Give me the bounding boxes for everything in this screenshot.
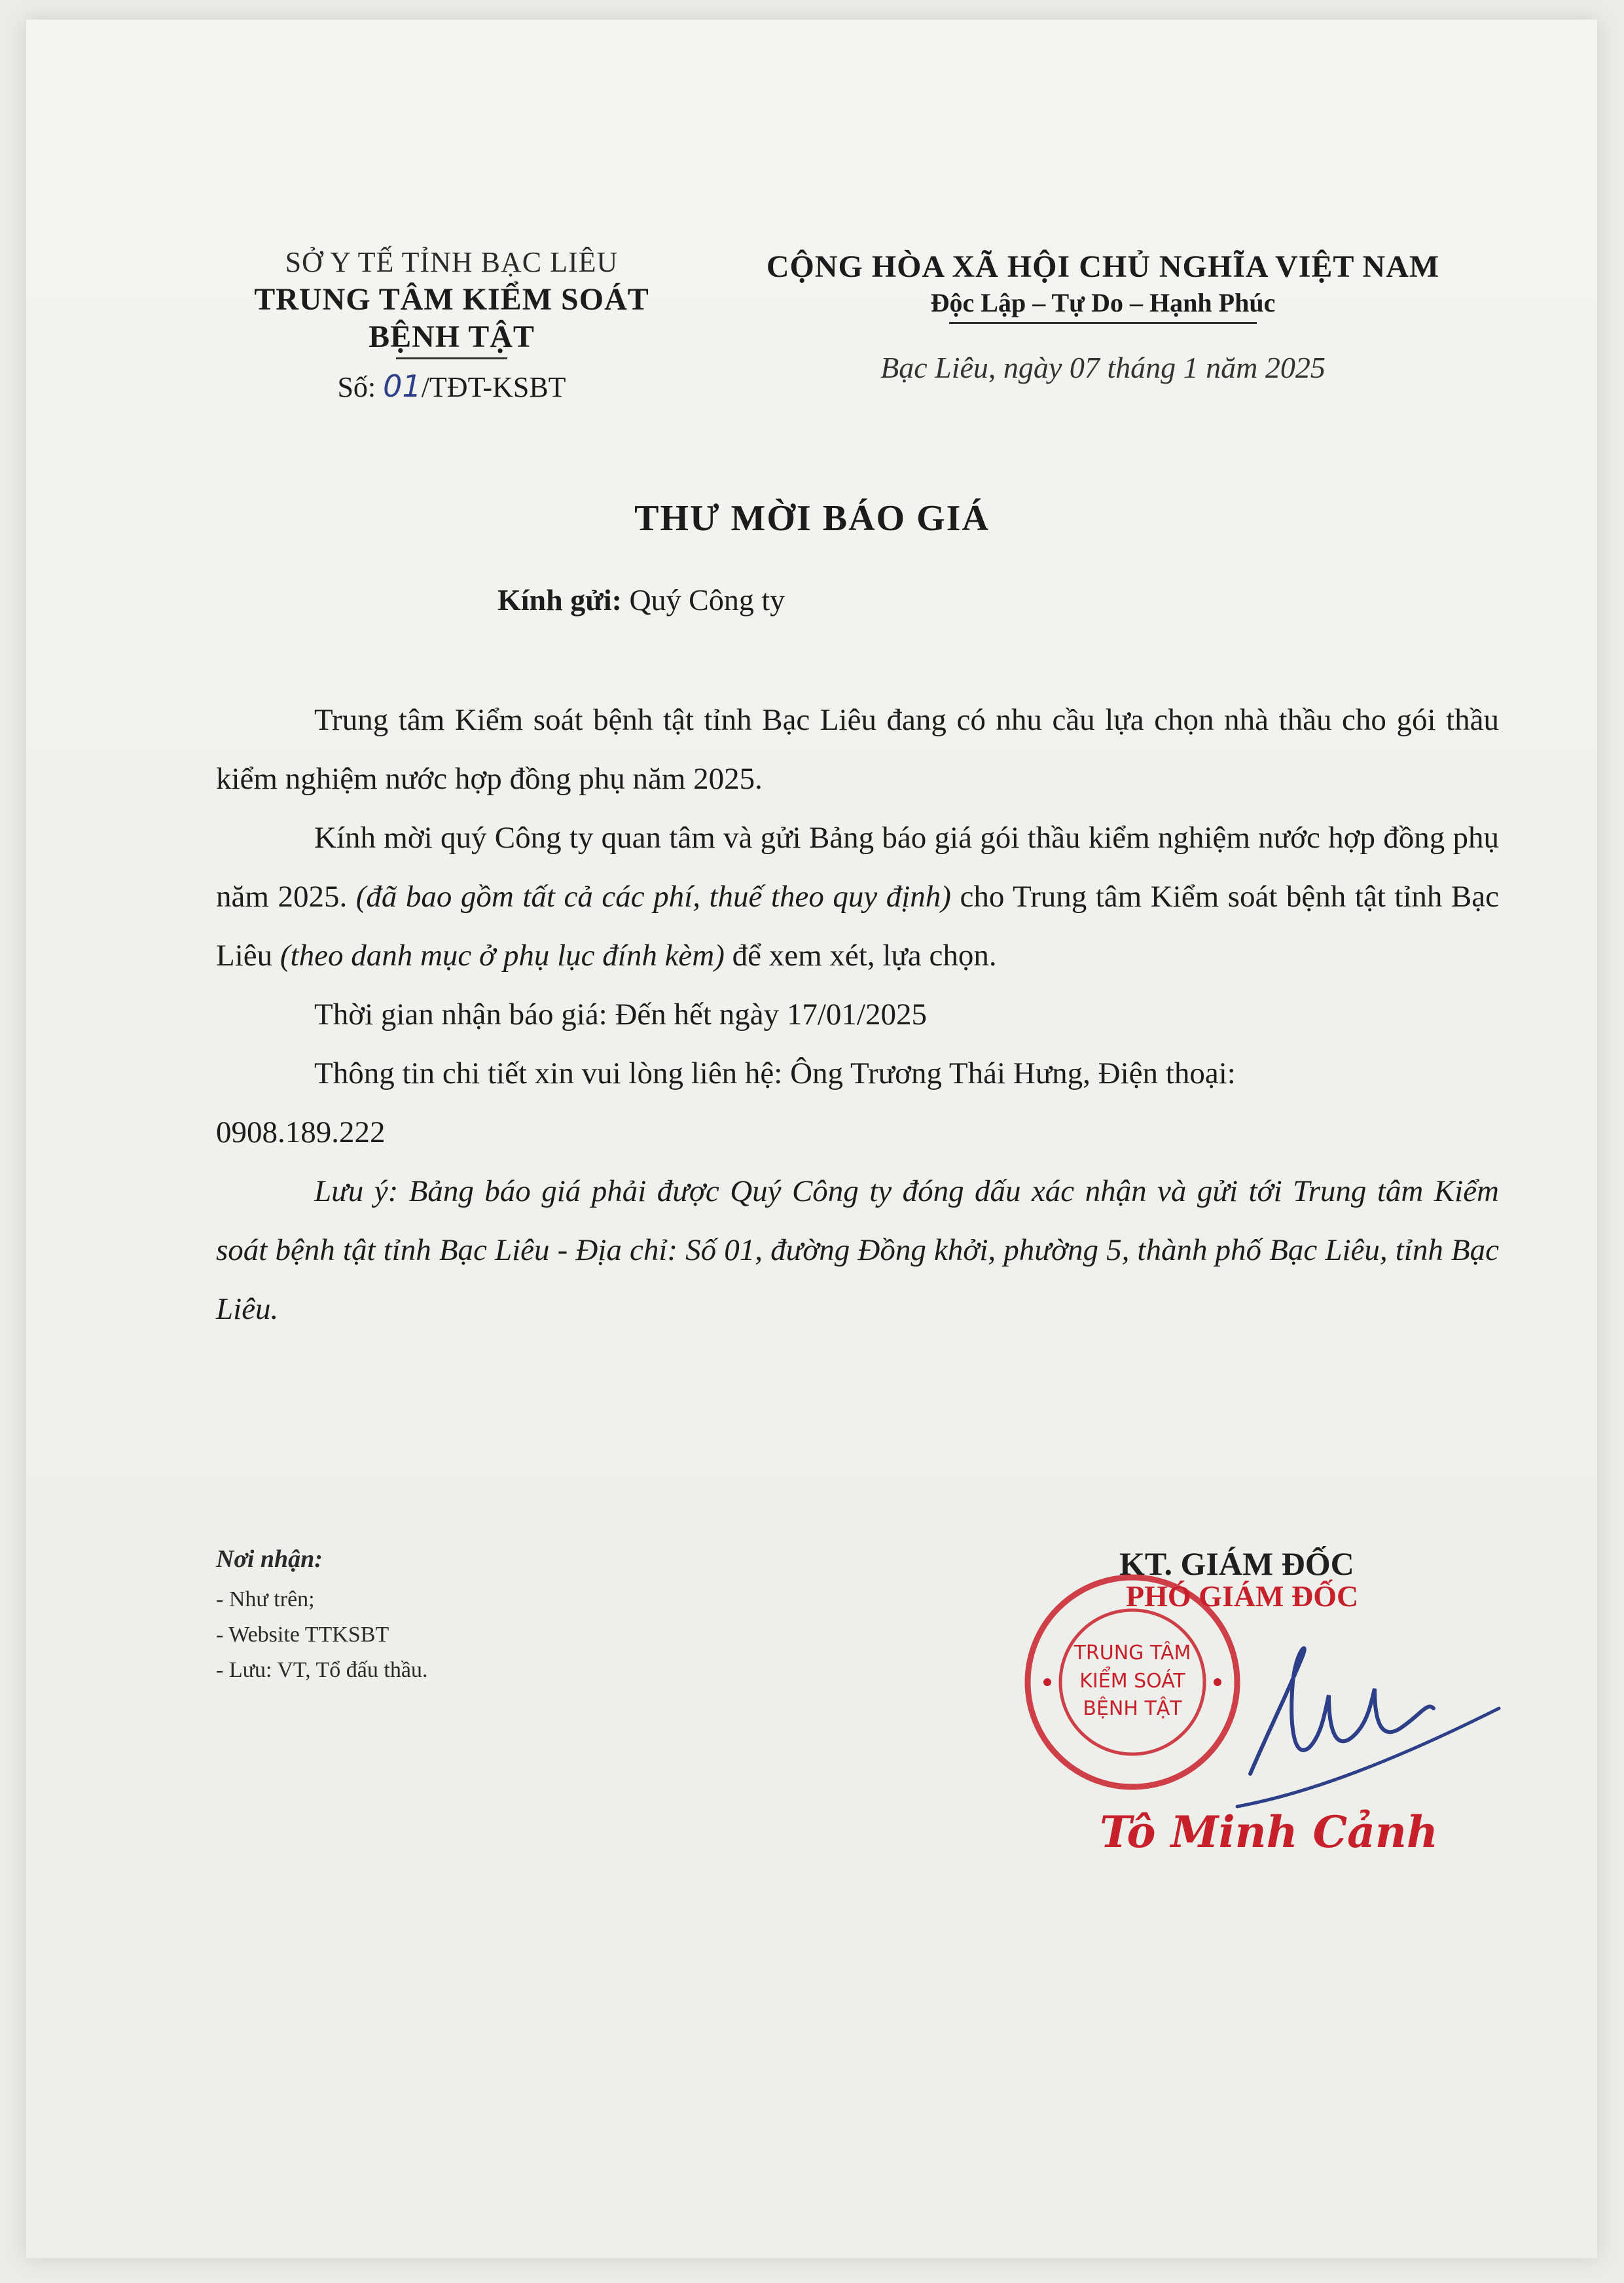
recipients-heading: Nơi nhận: (216, 1545, 323, 1573)
motto-underline (949, 322, 1257, 324)
issuer-header (216, 245, 687, 404)
paragraph-1: Trung tâm Kiểm soát bệnh tật tỉnh Bạc Liêu đang có nhu cầu lựa chọn nhà thầu cho gói thầu kiểm nghiệm nước hợp đồng phụ năm 2025. (216, 703, 1499, 796)
issuer-department: SỞ Y TẾ TỈNH BẠC LIÊU (285, 246, 619, 278)
document-date: Bạc Liêu, ngày 07 tháng 1 năm 2025 (880, 351, 1326, 384)
signature-block (1047, 1519, 1506, 1924)
paragraph-4: Thông tin chi tiết xin vui lòng liên hệ: Ông Trương Thái Hưng, Điện thoại: (314, 1056, 1236, 1090)
recipient-item: - Website TTKSBT (216, 1623, 389, 1647)
national-motto: Độc Lập – Tự Do – Hạnh Phúc (930, 288, 1276, 317)
seal-text-line2: KIỂM SOÁT (1079, 1670, 1185, 1693)
signer-title: KT. GIÁM ĐỐC (1119, 1545, 1354, 1582)
national-title: CỘNG HÒA XÃ HỘI CHỦ NGHĨA VIỆT NAM (766, 249, 1440, 284)
document-title: THƯ MỜI BÁO GIÁ (634, 498, 990, 539)
official-seal-icon (1021, 1571, 1244, 1793)
issuer-name-line2: BỆNH TẬT (369, 319, 535, 354)
signer-name: Tô Minh Cảnh (1100, 1807, 1438, 1858)
paragraph-2: Kính mời quý Công ty quan tâm và gửi Bảng báo giá gói thầu kiểm nghiệm nước hợp đồng phụ năm 2025. (đã bao gồm tất cả các phí, thuế theo quy định) cho Trung tâm Kiểm soát bệnh tật tỉnh Bạc Liêu (theo danh mục ở phụ lục đính kèm) để xem xét, lựa chọn. (216, 821, 1499, 973)
handwritten-number: 01 (383, 369, 422, 404)
letter-body (216, 691, 1499, 1339)
paragraph-note: Lưu ý: Bảng báo giá phải được Quý Công ty đóng dấu xác nhận và gửi tới Trung tâm Kiểm soát bệnh tật tỉnh Bạc Liêu - Địa chỉ: Số 01, đường Đồng khởi, phường 5, thành phố Bạc Liêu, tỉnh Bạc Liêu. (216, 1174, 1499, 1326)
handwritten-signature-icon (1231, 1610, 1506, 1820)
document-number: Số: 01/TĐT-KSBT (337, 369, 566, 404)
greeting (497, 583, 785, 617)
paragraph-3: Thời gian nhận báo giá: Đến hết ngày 17/01/2025 (314, 998, 927, 1032)
greeting-label: Kính gửi: (497, 583, 622, 617)
recipient-item: - Lưu: VT, Tổ đấu thầu. (216, 1658, 428, 1682)
signer-subtitle: PHÓ GIÁM ĐỐC (1126, 1579, 1359, 1613)
recipients-block (216, 1541, 427, 1688)
national-header (727, 249, 1479, 385)
contact-phone: 0908.189.222 (216, 1115, 386, 1149)
issuer-underline (396, 357, 507, 359)
greeting-value: Quý Công ty (621, 583, 785, 617)
issuer-name-line1: TRUNG TÂM KIỂM SOÁT (254, 282, 649, 317)
seal-text-line1: TRUNG TÂM (1074, 1642, 1191, 1664)
seal-text-line3: BỆNH TẬT (1083, 1697, 1182, 1720)
recipient-item: - Như trên; (216, 1587, 315, 1611)
